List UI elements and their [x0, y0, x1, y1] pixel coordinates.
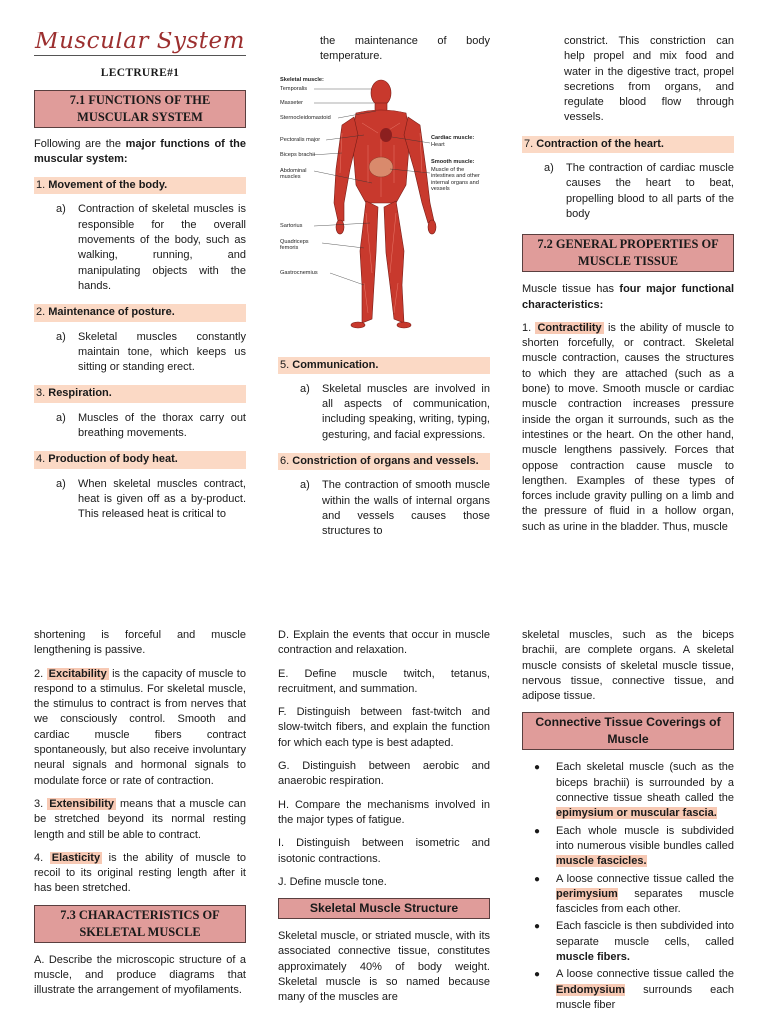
- label-sternocleidomastoid: Sternocleidomastoid: [280, 114, 331, 121]
- function-heading-1: 1. Movement of the body.: [34, 177, 246, 194]
- function-item-7: a) The contraction of cardiac muscle causes the heart to beat, propelling blood to all parts of the body: [544, 162, 734, 220]
- title-rule: [34, 55, 246, 56]
- property-contractility: 1. Contractility is the ability of muscle to shorten forcefully, or contract. Skeletal muscle contraction, causes the structures to which they are attached (such as a bone) to move. Smooth muscle or cardiac muscle contraction increases pressure inside the organ it surrounds, such as the intestines or the heart. On the other hand, muscle lengthens passively. Forces that oppose contraction cause muscle to lengthen. Examples of these types of forces include gravity pulling on a limb and the pressure of fluid in a hollow organ, such as urine in the bladder. Thus, muscle: [522, 321, 734, 533]
- function-heading-5: 5. Communication.: [278, 357, 490, 374]
- label-sartorius: Sartorius: [280, 222, 303, 229]
- property-excitability: 2. Excitability is the capacity of muscle to respond to a stimulus. For skeletal muscle, the stimulus to contract is from nerves that we consciously control. Smooth and cardiac muscle fibers contract spontaneously, but also receive involuntary neural signals and hormonal signals to modulate force or rate of contraction.: [34, 667, 246, 787]
- objective-e: E. Define muscle twitch, tetanus, recruitment, and summation.: [278, 667, 490, 695]
- list-item: ● Each skeletal muscle (such as the biceps brachii) is surrounded by a connective tissue sheath called the epimysium or muscular fascia.: [534, 761, 734, 820]
- label-quadriceps-femoris: Quadriceps femoris: [280, 238, 309, 252]
- section-72-heading: 7.2 GENERAL PROPERTIES OF MUSCLE TISSUE: [522, 234, 734, 272]
- objective-i: I. Distinguish between isometric and isotonic contractions.: [278, 837, 490, 865]
- function-heading-3: 3. Respiration.: [34, 385, 246, 402]
- function-heading-6: 6. Constriction of organs and vessels.: [278, 453, 490, 470]
- list-item: ● A loose connective tissue called the Endomysium surrounds each muscle fiber: [534, 968, 734, 1011]
- section-73-heading: 7.3 CHARACTERISTICS OF SKELETAL MUSCLE: [34, 905, 246, 943]
- section-71-heading: 7.1 FUNCTIONS OF THE MUSCULAR SYSTEM: [34, 90, 246, 128]
- connective-tissue-list: [522, 760, 734, 1013]
- section-71-intro: Following are the major functions of the muscular system:: [34, 137, 246, 165]
- label-biceps-brachii: Biceps brachii: [280, 151, 315, 158]
- label-gastrocnemius: Gastrocnemius: [280, 269, 318, 276]
- function-item-6-continued: constrict. This constriction can help propel and mix food and water in the digestive tract, propel secretions from organs, and regulate blood flow through vessels.: [564, 35, 734, 124]
- label-skeletal-muscle: Skeletal muscle:: [280, 76, 324, 83]
- property-contractility-continued: shortening is forceful and muscle lengthening is passive.: [34, 629, 246, 657]
- property-elasticity: 4. Elasticity is the ability of muscle to recoil to its original resting length after it has been stretched.: [34, 851, 246, 895]
- top-left-column: [34, 32, 246, 572]
- page-title: Muscular System: [35, 32, 245, 54]
- label-cardiac-muscle: Cardiac muscle:: [431, 134, 475, 141]
- objective-h: H. Compare the mechanisms involved in the major types of fatigue.: [278, 798, 490, 826]
- bottom-right-column: [522, 628, 734, 1024]
- function-heading-4: 4. Production of body heat.: [34, 451, 246, 468]
- top-right-column: [522, 34, 734, 554]
- label-intestines: Muscle of the intestines and other internal organs and vessels: [431, 166, 480, 193]
- bottom-left-column: [34, 628, 246, 1024]
- label-temporalis: Temporalis: [280, 85, 308, 92]
- function-item-6: a) The contraction of smooth muscle within the walls of internal organs and vessels causes those structures to: [300, 479, 490, 538]
- function-item-1: a) Contraction of skeletal muscles is responsible for the overall movements of the body, such as walking, running, and manipulating objects with the hands.: [56, 203, 246, 292]
- function-item-4: a) When skeletal muscles contract, heat is given off as a by-product. This released heat is critical to: [56, 477, 246, 521]
- property-extensibility: 3. Extensibility means that a muscle can be stretched beyond its normal resting length and still be able to contract.: [34, 797, 246, 841]
- lecture-label: LECTRURE#1: [100, 67, 180, 80]
- skeletal-structure-text: Skeletal muscle, or striated muscle, with its associated connective tissue, constitutes approximately 40% of body weight. Skeletal muscle is so named because many of the muscles are: [278, 930, 490, 1004]
- objective-d: D. Explain the events that occur in muscle contraction and relaxation.: [278, 629, 490, 657]
- skeletal-structure-continued: skeletal muscles, such as the biceps brachii, are complete organs. A skeletal muscle consists of skeletal muscle tissue, nervous tissue, connective tissue, and adipose tissue.: [522, 629, 734, 703]
- list-item: ● Each fascicle is then subdivided into separate muscle cells, called muscle fibers.: [534, 920, 734, 964]
- function-item-4-continued: the maintenance of body temperature.: [320, 35, 490, 63]
- function-heading-7: 7. Contraction of the heart.: [522, 136, 734, 153]
- body-figure: [334, 80, 436, 328]
- objective-f: F. Distinguish between fast-twitch and slow-twitch fibers, and explain the function for which each type is best adapted.: [278, 706, 490, 749]
- objective-j: J. Define muscle tone.: [278, 875, 387, 888]
- label-smooth-muscle: Smooth muscle:: [431, 158, 475, 165]
- muscle-figure: [278, 73, 490, 343]
- label-abdominal-muscles: Abdominal muscles: [280, 167, 307, 181]
- label-heart: Heart: [431, 141, 445, 148]
- human-muscle-illustration: [278, 73, 490, 343]
- function-item-2: a) Skeletal muscles constantly maintain tone, which keeps us sitting or standing erect.: [56, 330, 246, 374]
- function-item-5: a) Skeletal muscles are involved in all aspects of communication, including speaking, writing, typing, gesturing, and facial expressions.: [300, 382, 490, 441]
- skeletal-structure-heading: Skeletal Muscle Structure: [278, 898, 490, 919]
- function-heading-2: 2. Maintenance of posture.: [34, 304, 246, 321]
- connective-tissue-heading: Connective Tissue Coverings of Muscle: [522, 712, 734, 750]
- objective-a: A. Describe the microscopic structure of a muscle, and produce diagrams that illustrate the arrangement of myofilaments.: [34, 953, 246, 997]
- list-item: ● Each whole muscle is subdivided into numerous visible bundles called muscle fascicles.: [534, 824, 734, 868]
- bottom-middle-column: [278, 628, 490, 1024]
- section-72-intro: Muscle tissue has four major functional characteristics:: [522, 283, 734, 311]
- list-item: ● A loose connective tissue called the perimysium separates muscle fascicles from each other.: [534, 872, 734, 916]
- label-pectoralis-major: Pectoralis major: [280, 136, 321, 143]
- label-masseter: Masseter: [280, 99, 304, 106]
- function-item-3: a) Muscles of the thorax carry out breathing movements.: [56, 411, 246, 440]
- top-middle-column: [278, 34, 490, 554]
- objective-g: G. Distinguish between aerobic and anaerobic respiration.: [278, 760, 490, 788]
